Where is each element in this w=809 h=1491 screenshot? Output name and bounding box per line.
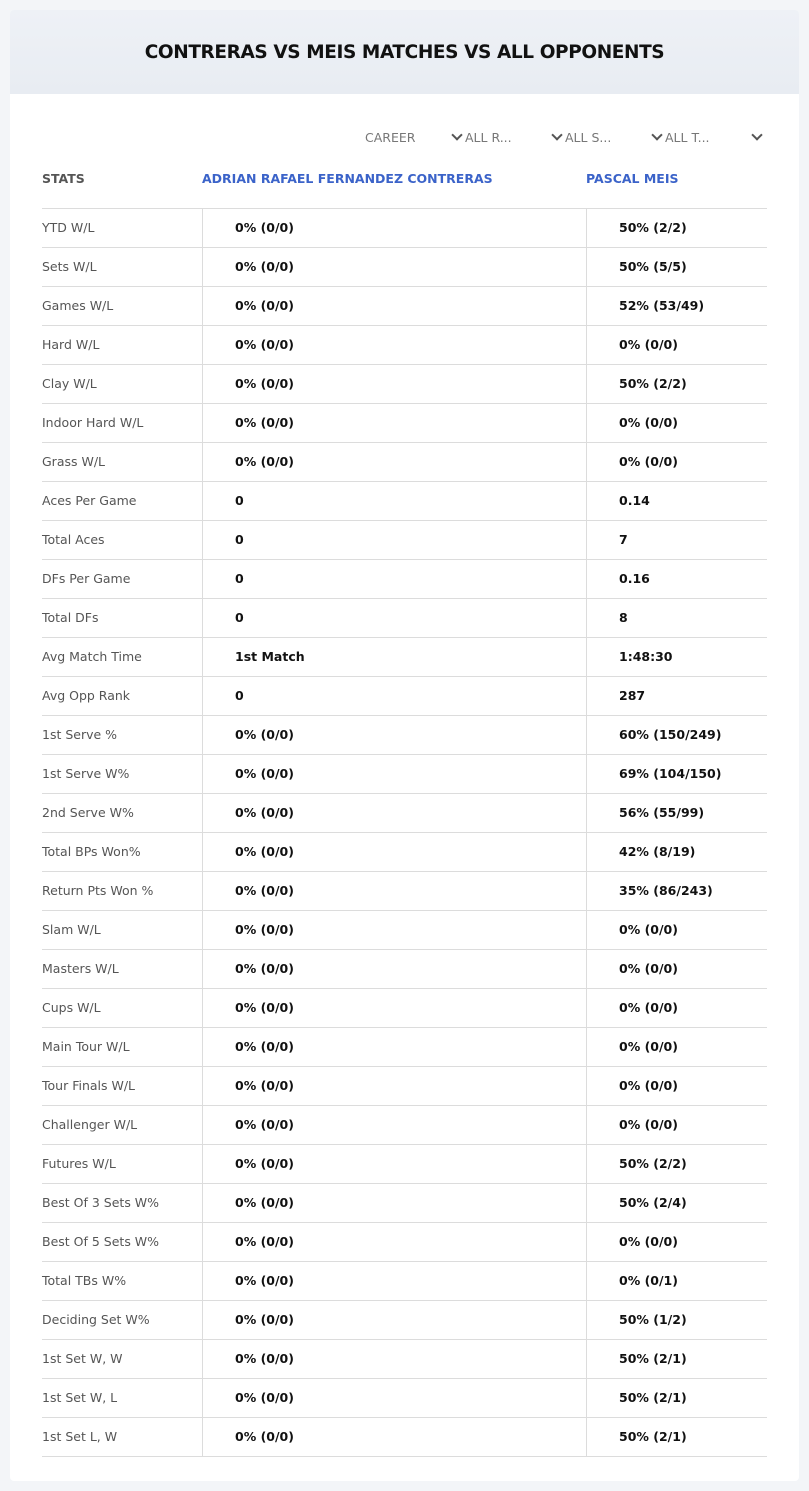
player1-value: 0% (0/0) [202,326,586,364]
player1-value: 0% (0/0) [202,1106,586,1144]
player2-value: 60% (150/249) [586,716,767,754]
player2-link[interactable]: PASCAL MEIS [586,171,679,186]
player2-value: 56% (55/99) [586,794,767,832]
stat-label: 2nd Serve W% [42,805,134,820]
player2-value: 50% (2/1) [586,1379,767,1417]
stat-label: Challenger W/L [42,1117,138,1132]
card-header [10,10,799,94]
stats-card [10,10,799,1481]
table-header [42,171,767,191]
stat-label: Futures W/L [42,1156,116,1171]
player2-value: 0.16 [586,560,767,598]
table-row [42,677,767,716]
player1-value: 0% (0/0) [202,1223,586,1261]
player1-value: 0% (0/0) [202,911,586,949]
filter-bar [365,126,765,148]
player1-value: 0% (0/0) [202,794,586,832]
stat-label: 1st Serve W% [42,766,130,781]
stat-label: Tour Finals W/L [42,1078,136,1093]
player1-value: 0% (0/0) [202,833,586,871]
filter-surface-select[interactable] [565,126,665,148]
table-row [42,1262,767,1301]
player2-value: 0% (0/0) [586,1106,767,1144]
player1-value: 0% (0/0) [202,1262,586,1300]
player1-value: 0% (0/0) [202,1184,586,1222]
chevron-down-icon [651,129,662,140]
stat-label: Total BPs Won% [42,844,141,859]
stat-label: Sets W/L [42,259,97,274]
player2-value: 0% (0/0) [586,443,767,481]
player2-value: 0% (0/0) [586,911,767,949]
stat-label: Hard W/L [42,337,100,352]
stat-label: Avg Opp Rank [42,688,131,703]
table-row [42,794,767,833]
player2-value: 0% (0/0) [586,1028,767,1066]
player2-value: 1:48:30 [586,638,767,676]
table-row [42,599,767,638]
player1-value: 0% (0/0) [202,209,586,247]
table-row [42,1379,767,1418]
table-row [42,755,767,794]
player2-value: 50% (2/2) [586,365,767,403]
player2-value: 287 [586,677,767,715]
player2-value: 50% (2/4) [586,1184,767,1222]
stat-label: Cups W/L [42,1000,101,1015]
filter-label: ALL R... [465,129,512,145]
stat-label: Total TBs W% [42,1273,127,1288]
table-row [42,872,767,911]
player1-value: 0 [202,482,586,520]
stat-label: YTD W/L [42,220,95,235]
player2-value: 0.14 [586,482,767,520]
player1-value: 0 [202,521,586,559]
table-row [42,1106,767,1145]
player2-value: 69% (104/150) [586,755,767,793]
table-row [42,365,767,404]
player2-value: 0% (0/1) [586,1262,767,1300]
player2-value: 50% (5/5) [586,248,767,286]
stat-label: Return Pts Won % [42,883,154,898]
filter-label: CAREER [365,129,416,145]
table-row [42,443,767,482]
table-row [42,1301,767,1340]
stat-label: Best Of 3 Sets W% [42,1195,160,1210]
stat-label: Aces Per Game [42,493,137,508]
player1-value: 0% (0/0) [202,716,586,754]
chevron-down-icon [451,129,462,140]
table-row [42,716,767,755]
filter-period-select[interactable] [365,126,465,148]
player1-value: 0% (0/0) [202,1028,586,1066]
player2-value: 50% (2/2) [586,1145,767,1183]
stat-label: 1st Set W, L [42,1390,118,1405]
player2-value: 50% (2/1) [586,1340,767,1378]
player1-value: 0% (0/0) [202,1340,586,1378]
table-row [42,248,767,287]
player2-value: 0% (0/0) [586,326,767,364]
player1-value: 0% (0/0) [202,1301,586,1339]
page-title: CONTRERAS VS MEIS MATCHES VS ALL OPPONENTS [144,41,665,63]
player1-value: 0 [202,560,586,598]
filter-label: ALL T... [665,129,710,145]
player2-value: 35% (86/243) [586,872,767,910]
table-row [42,521,767,560]
stat-label: 1st Set L, W [42,1429,118,1444]
player1-value: 0% (0/0) [202,1145,586,1183]
table-row [42,1067,767,1106]
player2-value: 0% (0/0) [586,1223,767,1261]
player1-value: 0% (0/0) [202,755,586,793]
player1-value: 0% (0/0) [202,950,586,988]
stat-label: Main Tour W/L [42,1039,130,1054]
table-row [42,1184,767,1223]
player2-value: 50% (2/2) [586,209,767,247]
stat-label: 1st Set W, W [42,1351,123,1366]
table-row [42,1223,767,1262]
filter-label: ALL S... [565,129,612,145]
player2-value: 8 [586,599,767,637]
table-row [42,911,767,950]
player2-value: 52% (53/49) [586,287,767,325]
player2-value: 0% (0/0) [586,404,767,442]
player1-value: 0% (0/0) [202,872,586,910]
table-row [42,950,767,989]
stat-label: Total DFs [42,610,99,625]
player1-value: 0% (0/0) [202,1067,586,1105]
stat-label: Best Of 5 Sets W% [42,1234,160,1249]
stats-column-header: STATS [42,171,85,186]
chevron-down-icon [751,129,762,140]
player2-value: 0% (0/0) [586,989,767,1027]
stat-label: Avg Match Time [42,649,142,664]
table-row [42,404,767,443]
table-row [42,1418,767,1457]
table-row [42,1028,767,1067]
stat-label: Indoor Hard W/L [42,415,144,430]
stats-table [42,208,767,1457]
player2-value: 42% (8/19) [586,833,767,871]
stat-label: 1st Serve % [42,727,118,742]
player1-value: 0% (0/0) [202,443,586,481]
filter-round-select[interactable] [465,126,565,148]
stat-label: Masters W/L [42,961,119,976]
player1-value: 0% (0/0) [202,1418,586,1456]
stat-label: Total Aces [42,532,105,547]
player1-value: 0% (0/0) [202,1379,586,1417]
player1-value: 0% (0/0) [202,365,586,403]
player1-value: 1st Match [202,638,586,676]
player2-value: 7 [586,521,767,559]
filter-tournament-select[interactable] [665,126,765,148]
stat-label: Grass W/L [42,454,106,469]
stat-label: Slam W/L [42,922,101,937]
stat-label: Games W/L [42,298,114,313]
table-row [42,209,767,248]
player1-value: 0 [202,599,586,637]
table-row [42,482,767,521]
player2-value: 0% (0/0) [586,950,767,988]
player1-value: 0% (0/0) [202,404,586,442]
player1-value: 0% (0/0) [202,287,586,325]
table-row [42,326,767,365]
player1-value: 0% (0/0) [202,989,586,1027]
table-row [42,1145,767,1184]
table-row [42,989,767,1028]
table-row [42,833,767,872]
table-row [42,560,767,599]
player2-value: 50% (1/2) [586,1301,767,1339]
table-row [42,638,767,677]
player2-value: 50% (2/1) [586,1418,767,1456]
stat-label: Clay W/L [42,376,97,391]
player2-value: 0% (0/0) [586,1067,767,1105]
player1-value: 0 [202,677,586,715]
table-row [42,1340,767,1379]
chevron-down-icon [551,129,562,140]
player1-value: 0% (0/0) [202,248,586,286]
player1-link[interactable]: ADRIAN RAFAEL FERNANDEZ CONTRERAS [202,171,493,186]
stat-label: Deciding Set W% [42,1312,150,1327]
stat-label: DFs Per Game [42,571,131,586]
table-row [42,287,767,326]
